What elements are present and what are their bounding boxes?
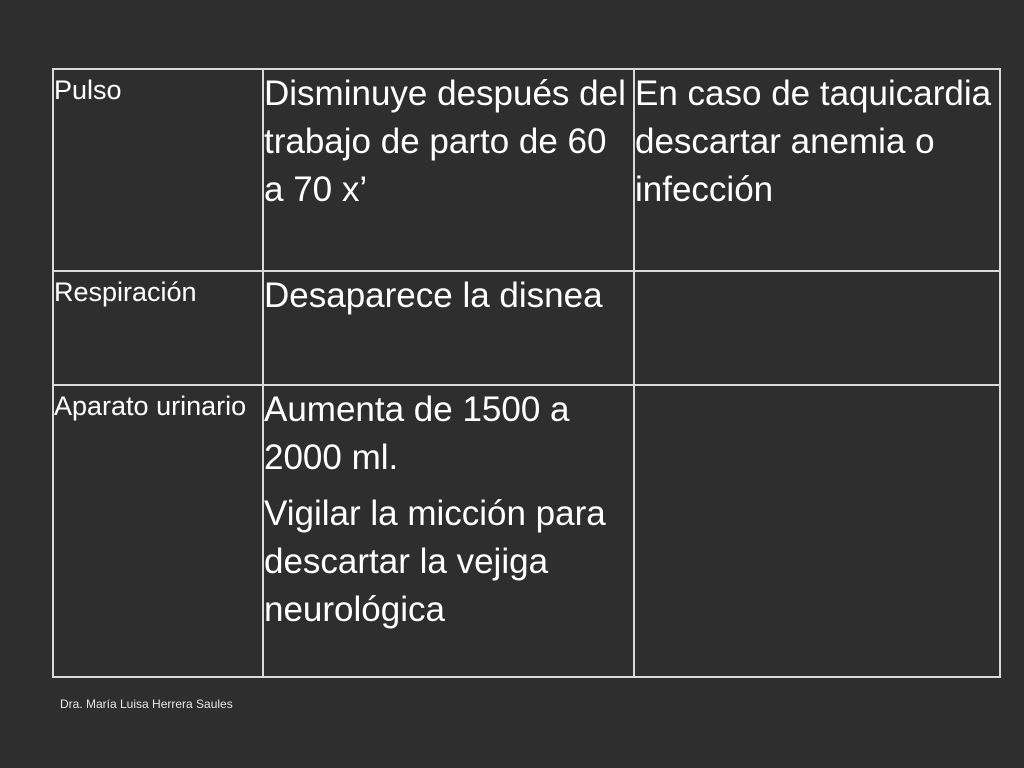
row-label: Pulso bbox=[53, 69, 263, 271]
description-paragraph: Disminuye después del trabajo de parto de 60 a 70 x’ bbox=[264, 74, 626, 209]
footer-author: Dra. María Luisa Herrera Saules bbox=[60, 697, 233, 711]
table-row bbox=[53, 69, 1000, 271]
table-row bbox=[53, 271, 1000, 385]
row-label: Aparato urinario bbox=[53, 385, 263, 677]
row-label: Respiración bbox=[53, 271, 263, 385]
description-paragraph: Desaparece la disnea bbox=[264, 276, 603, 315]
row-note bbox=[634, 271, 1000, 385]
row-description bbox=[263, 69, 634, 271]
row-note: En caso de taquicardia descartar anemia o infección bbox=[634, 69, 1000, 271]
description-paragraph: Aumenta de 1500 a 2000 ml. bbox=[264, 390, 570, 477]
data-table bbox=[52, 68, 1001, 678]
row-description bbox=[263, 271, 634, 385]
row-description bbox=[263, 385, 634, 677]
row-note bbox=[634, 385, 1000, 677]
description-paragraph: Vigilar la micción para descartar la vejiga neurológica bbox=[264, 494, 606, 629]
table-row bbox=[53, 385, 1000, 677]
